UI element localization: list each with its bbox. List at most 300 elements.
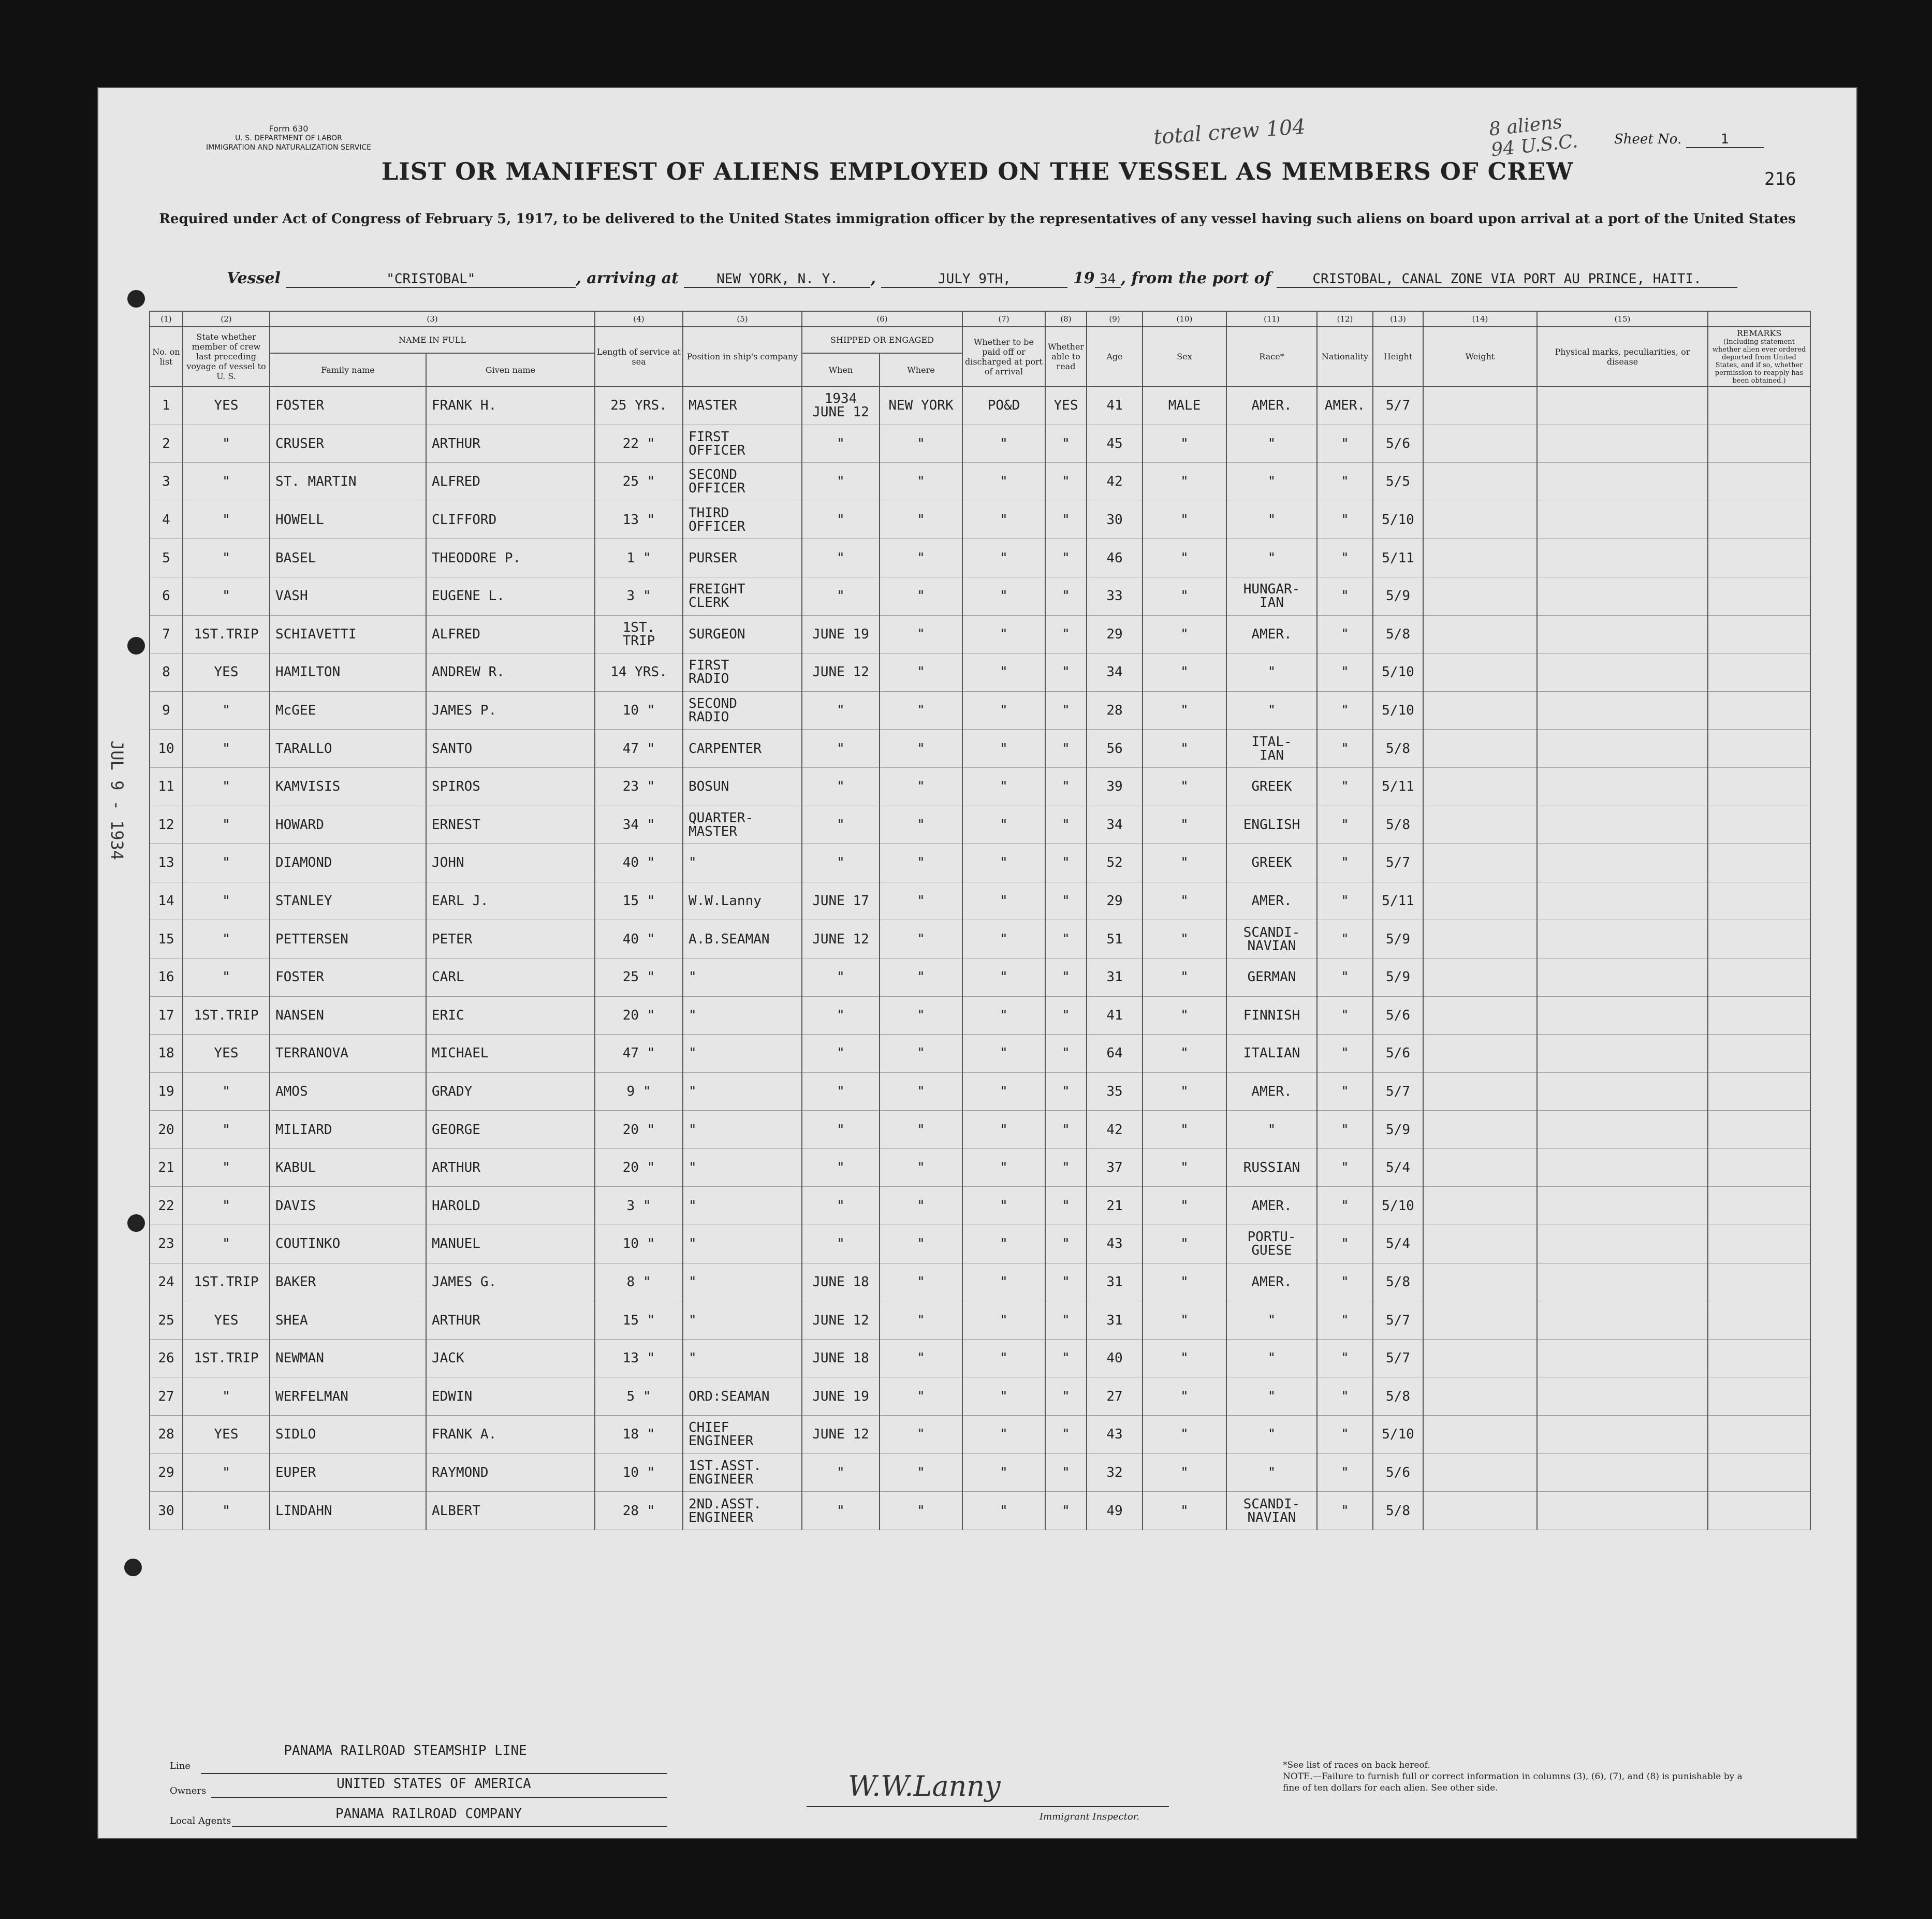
height: 5/10 [1373, 1416, 1423, 1454]
last-voyage: " [183, 501, 270, 539]
last-voyage: " [183, 882, 270, 920]
able-to-read: " [1045, 920, 1087, 958]
shipped-when: " [802, 425, 880, 463]
physical-marks [1537, 1416, 1708, 1454]
remarks [1708, 1339, 1810, 1377]
weight [1423, 1339, 1537, 1377]
last-voyage: " [183, 1377, 270, 1416]
form-identifier [206, 124, 371, 152]
remarks [1708, 882, 1810, 920]
shipped-where: " [880, 920, 962, 958]
age: 31 [1087, 1301, 1143, 1340]
race: " [1226, 1416, 1317, 1454]
shipped-when: " [802, 1453, 880, 1492]
remarks [1708, 730, 1810, 768]
shipped-when: " [802, 501, 880, 539]
header-height: Height [1373, 327, 1423, 386]
last-voyage: " [183, 539, 270, 577]
inspector-signature-line [807, 1765, 1169, 1807]
nationality: " [1317, 653, 1373, 692]
age: 42 [1087, 1111, 1143, 1149]
remarks [1708, 920, 1810, 958]
vessel-label: Vessel [227, 269, 281, 287]
agents-label: Local Agents [170, 1815, 231, 1826]
family-name: STANLEY [270, 882, 426, 920]
table-row [150, 1492, 1810, 1530]
shipped-where: " [880, 1035, 962, 1073]
family-name: VASH [270, 577, 426, 615]
shipped-when: " [802, 691, 880, 730]
shipped-where: " [880, 958, 962, 996]
remarks [1708, 1111, 1810, 1149]
sex: " [1143, 691, 1226, 730]
given-name: ARTHUR [426, 1149, 595, 1187]
paid-off: " [962, 1416, 1045, 1454]
weight [1423, 1453, 1537, 1492]
last-voyage: YES [183, 386, 270, 425]
row-number: 12 [150, 806, 183, 844]
weight [1423, 958, 1537, 996]
shipped-where: " [880, 653, 962, 692]
position: FIRST RADIO [683, 653, 802, 692]
sex: " [1143, 1339, 1226, 1377]
sex: " [1143, 539, 1226, 577]
table-row [150, 806, 1810, 844]
paid-off: " [962, 1187, 1045, 1225]
height: 5/6 [1373, 1453, 1423, 1492]
position: MASTER [683, 386, 802, 425]
position: " [683, 958, 802, 996]
sex: " [1143, 1453, 1226, 1492]
sex: " [1143, 501, 1226, 539]
paid-off: " [962, 1035, 1045, 1073]
sex: " [1143, 767, 1226, 806]
length-service: 47 " [595, 1035, 683, 1073]
nationality: " [1317, 1339, 1373, 1377]
department-name: U. S. DEPARTMENT OF LABOR [235, 134, 342, 142]
given-name: EARL J. [426, 882, 595, 920]
physical-marks [1537, 920, 1708, 958]
given-name: JAMES G. [426, 1263, 595, 1301]
height: 5/10 [1373, 501, 1423, 539]
table-row [150, 1416, 1810, 1454]
sheet-number-field [1614, 132, 1764, 148]
height: 5/7 [1373, 1072, 1423, 1111]
nationality: " [1317, 1492, 1373, 1530]
remarks [1708, 653, 1810, 692]
physical-marks [1537, 844, 1708, 882]
race: FINNISH [1226, 996, 1317, 1035]
family-name: WERFELMAN [270, 1377, 426, 1416]
family-name: PETTERSEN [270, 920, 426, 958]
able-to-read: YES [1045, 386, 1087, 425]
family-name: FOSTER [270, 958, 426, 996]
last-voyage: YES [183, 1416, 270, 1454]
given-name: ERIC [426, 996, 595, 1035]
remarks [1708, 767, 1810, 806]
row-number: 25 [150, 1301, 183, 1340]
row-number: 26 [150, 1339, 183, 1377]
physical-marks [1537, 1453, 1708, 1492]
family-name: HAMILTON [270, 653, 426, 692]
nationality: " [1317, 577, 1373, 615]
table-row [150, 425, 1810, 463]
shipped-where: " [880, 1225, 962, 1263]
shipped-where: " [880, 882, 962, 920]
shipped-when: JUNE 18 [802, 1263, 880, 1301]
last-voyage: " [183, 806, 270, 844]
race: " [1226, 691, 1317, 730]
side-date-stamp: JUL 9 - 1934 [107, 740, 127, 861]
race: " [1226, 1377, 1317, 1416]
crew-manifest-table [149, 311, 1811, 1530]
nationality: " [1317, 767, 1373, 806]
paid-off: " [962, 1072, 1045, 1111]
age: 52 [1087, 844, 1143, 882]
shipped-when: " [802, 463, 880, 501]
shipped-where: " [880, 1301, 962, 1340]
weight [1423, 1263, 1537, 1301]
sex: " [1143, 463, 1226, 501]
given-name: GEORGE [426, 1111, 595, 1149]
length-service: 14 YRS. [595, 653, 683, 692]
manifest-sheet [97, 87, 1857, 1839]
age: 49 [1087, 1492, 1143, 1530]
table-row [150, 767, 1810, 806]
height: 5/9 [1373, 920, 1423, 958]
family-name: NANSEN [270, 996, 426, 1035]
position: W.W.Lanny [683, 882, 802, 920]
weight [1423, 1225, 1537, 1263]
table-row [150, 1111, 1810, 1149]
paid-off: " [962, 1263, 1045, 1301]
position: SECOND OFFICER [683, 463, 802, 501]
height: 5/10 [1373, 653, 1423, 692]
length-service: 28 " [595, 1492, 683, 1530]
nationality: " [1317, 1187, 1373, 1225]
paid-off: " [962, 653, 1045, 692]
paid-off: " [962, 1492, 1045, 1530]
nationality: " [1317, 844, 1373, 882]
age: 42 [1087, 463, 1143, 501]
length-service: 15 " [595, 882, 683, 920]
age: 21 [1087, 1187, 1143, 1225]
shipped-when: " [802, 577, 880, 615]
physical-marks [1537, 730, 1708, 768]
sex: " [1143, 996, 1226, 1035]
position: ORD:SEAMAN [683, 1377, 802, 1416]
shipped-when: " [802, 1492, 880, 1530]
given-name: JAMES P. [426, 691, 595, 730]
height: 5/6 [1373, 996, 1423, 1035]
age: 43 [1087, 1416, 1143, 1454]
length-service: 3 " [595, 1187, 683, 1225]
race: AMER. [1226, 1263, 1317, 1301]
length-service: 20 " [595, 1111, 683, 1149]
shipped-where: " [880, 501, 962, 539]
col-num-14: (14) [1423, 311, 1537, 327]
row-number: 30 [150, 1492, 183, 1530]
physical-marks [1537, 1492, 1708, 1530]
physical-marks [1537, 1225, 1708, 1263]
weight [1423, 386, 1537, 425]
height: 5/8 [1373, 1377, 1423, 1416]
owners-label: Owners [170, 1785, 207, 1796]
binder-hole [127, 1214, 145, 1232]
length-service: 5 " [595, 1377, 683, 1416]
nationality: AMER. [1317, 386, 1373, 425]
arrival-date: JULY 9TH, [881, 271, 1067, 288]
footer-notes [1283, 1760, 1749, 1794]
length-service: 15 " [595, 1301, 683, 1340]
col-num-2: (2) [183, 311, 270, 327]
position: " [683, 996, 802, 1035]
remarks [1708, 958, 1810, 996]
length-service: 47 " [595, 730, 683, 768]
paid-off: PO&D [962, 386, 1045, 425]
weight [1423, 653, 1537, 692]
last-voyage: " [183, 1492, 270, 1530]
shipped-where: " [880, 577, 962, 615]
shipped-where: " [880, 1263, 962, 1301]
row-number: 4 [150, 501, 183, 539]
given-name: JOHN [426, 844, 595, 882]
family-name: BASEL [270, 539, 426, 577]
physical-marks [1537, 806, 1708, 844]
age: 43 [1087, 1225, 1143, 1263]
table-row [150, 1453, 1810, 1492]
row-number: 17 [150, 996, 183, 1035]
age: 34 [1087, 806, 1143, 844]
shipped-where: " [880, 463, 962, 501]
header-paid-off: Whether to be paid off or discharged at port of arrival [962, 327, 1045, 386]
table-row [150, 691, 1810, 730]
header-given-name: Given name [426, 353, 595, 386]
race: ITALIAN [1226, 1035, 1317, 1073]
length-service: 1 " [595, 539, 683, 577]
shipped-when: " [802, 1111, 880, 1149]
sex: " [1143, 730, 1226, 768]
row-number: 20 [150, 1111, 183, 1149]
family-name: TARALLO [270, 730, 426, 768]
shipped-when: JUNE 12 [802, 653, 880, 692]
able-to-read: " [1045, 539, 1087, 577]
from-label: , from the port of [1120, 269, 1271, 287]
sex: " [1143, 1225, 1226, 1263]
length-service: 3 " [595, 577, 683, 615]
physical-marks [1537, 767, 1708, 806]
col-num-6: (6) [802, 311, 962, 327]
paid-off: " [962, 425, 1045, 463]
weight [1423, 1187, 1537, 1225]
given-name: PETER [426, 920, 595, 958]
table-row [150, 1301, 1810, 1340]
able-to-read: " [1045, 1149, 1087, 1187]
given-name: CLIFFORD [426, 501, 595, 539]
weight [1423, 577, 1537, 615]
header-family-name: Family name [270, 353, 426, 386]
shipped-where: " [880, 425, 962, 463]
col-num-5: (5) [683, 311, 802, 327]
family-name: AMOS [270, 1072, 426, 1111]
sex: " [1143, 920, 1226, 958]
family-name: TERRANOVA [270, 1035, 426, 1073]
table-row [150, 615, 1810, 653]
family-name: McGEE [270, 691, 426, 730]
height: 5/9 [1373, 958, 1423, 996]
col-num-1: (1) [150, 311, 183, 327]
sheet-number-label: Sheet No. [1614, 132, 1682, 147]
family-name: COUTINKO [270, 1225, 426, 1263]
length-service: 22 " [595, 425, 683, 463]
family-name: HOWARD [270, 806, 426, 844]
age: 41 [1087, 996, 1143, 1035]
height: 5/6 [1373, 1035, 1423, 1073]
race: RUSSIAN [1226, 1149, 1317, 1187]
shipped-where: " [880, 1492, 962, 1530]
last-voyage: " [183, 920, 270, 958]
shipped-when: " [802, 730, 880, 768]
nationality: " [1317, 1263, 1373, 1301]
length-service: 10 " [595, 1225, 683, 1263]
header-physical-marks: Physical marks, peculiarities, or disease [1537, 327, 1708, 386]
nationality: " [1317, 1301, 1373, 1340]
table-row [150, 539, 1810, 577]
given-name: RAYMOND [426, 1453, 595, 1492]
weight [1423, 615, 1537, 653]
paid-off: " [962, 577, 1045, 615]
race: HUNGAR- IAN [1226, 577, 1317, 615]
height: 5/7 [1373, 1301, 1423, 1340]
row-number: 11 [150, 767, 183, 806]
header-weight: Weight [1423, 327, 1537, 386]
physical-marks [1537, 577, 1708, 615]
table-row [150, 386, 1810, 425]
length-service: 25 " [595, 463, 683, 501]
sex: " [1143, 844, 1226, 882]
family-name: BAKER [270, 1263, 426, 1301]
length-service: 23 " [595, 767, 683, 806]
position: FREIGHT CLERK [683, 577, 802, 615]
nationality: " [1317, 1377, 1373, 1416]
table-row [150, 1339, 1810, 1377]
shipped-where: " [880, 615, 962, 653]
last-voyage: YES [183, 1035, 270, 1073]
col-num-15: (15) [1537, 311, 1708, 327]
table-row [150, 463, 1810, 501]
able-to-read: " [1045, 1416, 1087, 1454]
race: " [1226, 653, 1317, 692]
row-number: 27 [150, 1377, 183, 1416]
physical-marks [1537, 1149, 1708, 1187]
sex: " [1143, 1187, 1226, 1225]
physical-marks [1537, 691, 1708, 730]
height: 5/8 [1373, 730, 1423, 768]
shipped-where: " [880, 1072, 962, 1111]
position: " [683, 1149, 802, 1187]
shipped-where: " [880, 730, 962, 768]
able-to-read: " [1045, 1453, 1087, 1492]
nationality: " [1317, 615, 1373, 653]
length-service: 10 " [595, 691, 683, 730]
race: " [1226, 1339, 1317, 1377]
shipped-when: 1934 JUNE 12 [802, 386, 880, 425]
height: 5/7 [1373, 386, 1423, 425]
paid-off: " [962, 920, 1045, 958]
able-to-read: " [1045, 501, 1087, 539]
header-when: When [802, 353, 880, 386]
weight [1423, 882, 1537, 920]
row-number: 10 [150, 730, 183, 768]
header-position: Position in ship's company [683, 327, 802, 386]
handwritten-total-note: total crew 104 [1152, 114, 1307, 150]
last-voyage: " [183, 844, 270, 882]
family-name: DIAMOND [270, 844, 426, 882]
height: 5/5 [1373, 463, 1423, 501]
given-name: EDWIN [426, 1377, 595, 1416]
position: " [683, 1187, 802, 1225]
given-name: FRANK A. [426, 1416, 595, 1454]
table-row [150, 882, 1810, 920]
able-to-read: " [1045, 425, 1087, 463]
given-name: MICHAEL [426, 1035, 595, 1073]
position: SURGEON [683, 615, 802, 653]
shipped-where: " [880, 1187, 962, 1225]
age: 56 [1087, 730, 1143, 768]
crew-rows [150, 386, 1810, 1530]
race: AMER. [1226, 615, 1317, 653]
paid-off: " [962, 844, 1045, 882]
shipped-when: " [802, 1035, 880, 1073]
shipped-where: " [880, 691, 962, 730]
physical-marks [1537, 463, 1708, 501]
physical-marks [1537, 386, 1708, 425]
remarks [1708, 996, 1810, 1035]
penalty-note: NOTE.—Failure to furnish full or correct information in columns (3), (6), (7), and (8) is punishable by a fine of ten dollars for each alien. See other side. [1283, 1771, 1743, 1793]
binder-hole [127, 637, 145, 655]
shipped-where: " [880, 767, 962, 806]
height: 5/7 [1373, 844, 1423, 882]
physical-marks [1537, 958, 1708, 996]
row-number: 13 [150, 844, 183, 882]
row-number: 16 [150, 958, 183, 996]
able-to-read: " [1045, 806, 1087, 844]
age: 40 [1087, 1339, 1143, 1377]
nationality: " [1317, 1416, 1373, 1454]
height: 5/11 [1373, 767, 1423, 806]
col-num-3: (3) [270, 311, 595, 327]
shipped-when: " [802, 1072, 880, 1111]
sex: " [1143, 882, 1226, 920]
length-service: 34 " [595, 806, 683, 844]
remarks [1708, 386, 1810, 425]
sex: MALE [1143, 386, 1226, 425]
race: " [1226, 539, 1317, 577]
physical-marks [1537, 1339, 1708, 1377]
header-nationality: Nationality [1317, 327, 1373, 386]
position: CHIEF ENGINEER [683, 1416, 802, 1454]
given-name: ALFRED [426, 615, 595, 653]
shipped-when: " [802, 958, 880, 996]
remarks [1708, 463, 1810, 501]
paid-off: " [962, 1453, 1045, 1492]
remarks [1708, 1225, 1810, 1263]
sex: " [1143, 1072, 1226, 1111]
able-to-read: " [1045, 691, 1087, 730]
col-num-11: (11) [1226, 311, 1317, 327]
race: PORTU- GUESE [1226, 1225, 1317, 1263]
remarks [1708, 806, 1810, 844]
